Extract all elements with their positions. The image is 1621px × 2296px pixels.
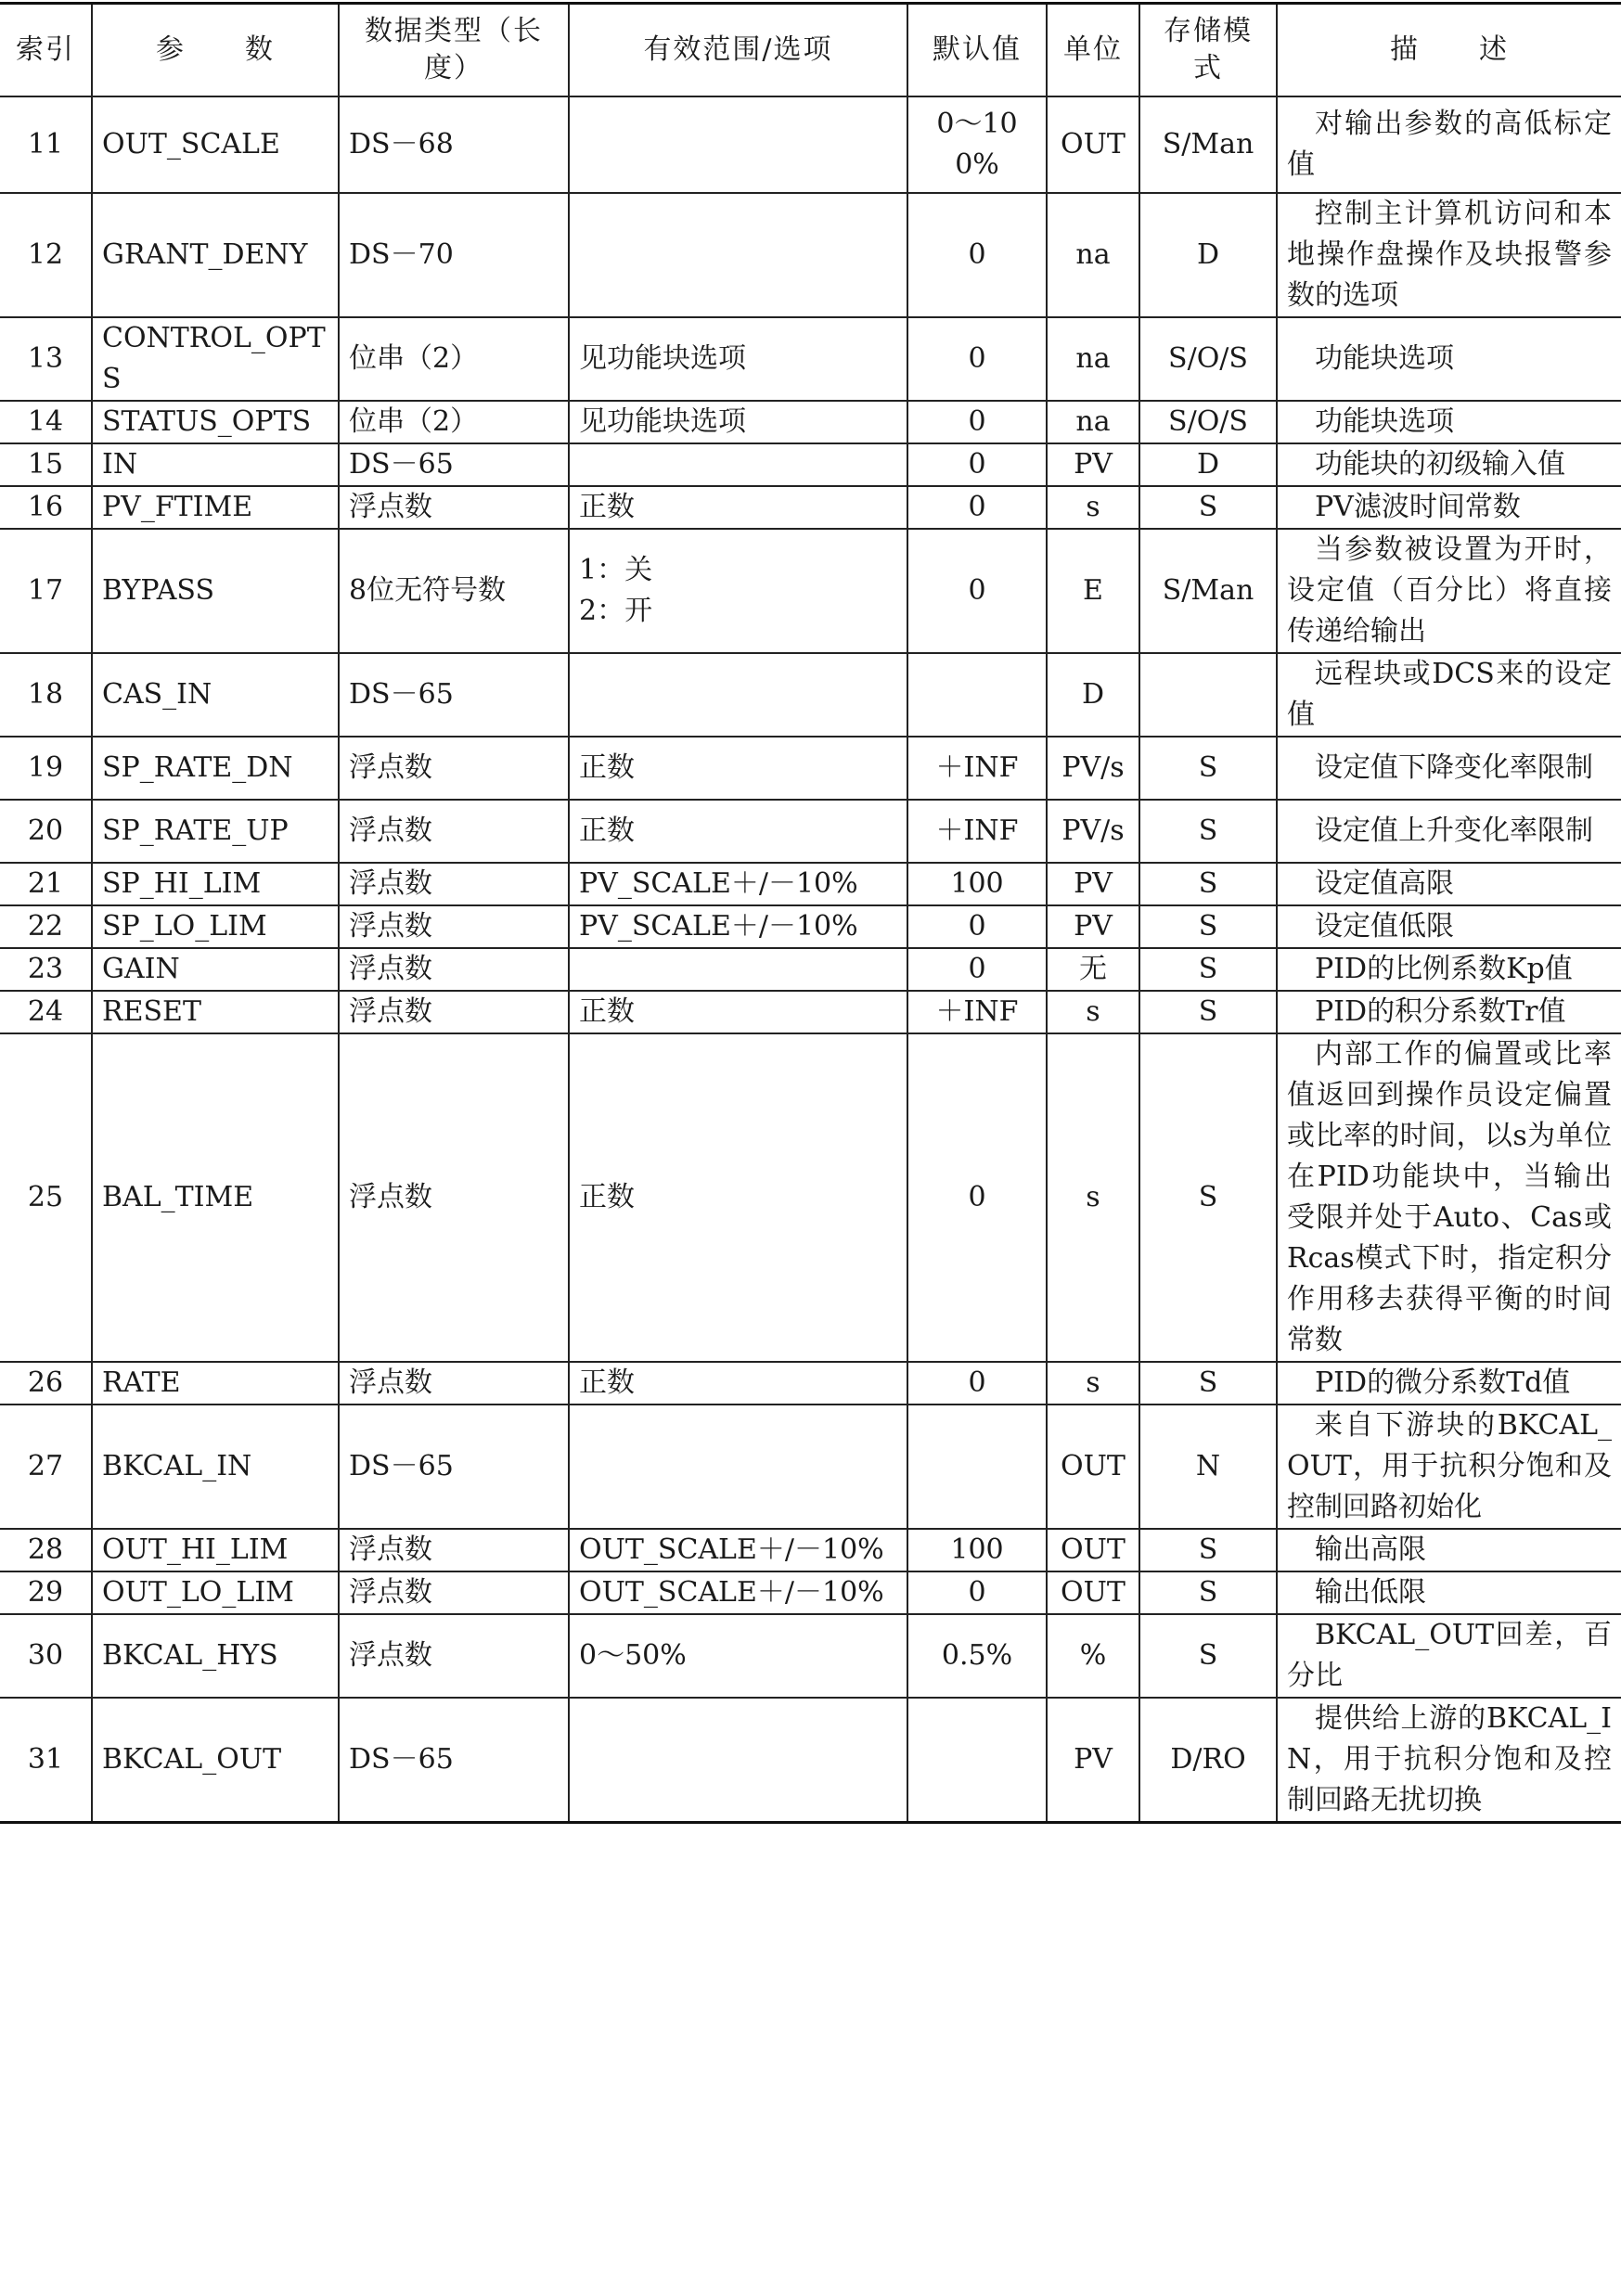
table-row — [0, 800, 1621, 863]
cell-desc: PID的积分系数Tr值 — [1277, 991, 1621, 1033]
cell-store: S — [1139, 905, 1277, 948]
cell-index: 13 — [0, 317, 92, 401]
cell-type: 浮点数 — [339, 737, 569, 800]
parameter-table — [0, 2, 1621, 1824]
cell-param: BKCAL_IN — [92, 1405, 339, 1529]
table-row — [0, 737, 1621, 800]
table-row — [0, 96, 1621, 193]
cell-desc: 输出高限 — [1277, 1529, 1621, 1571]
cell-store: S — [1139, 800, 1277, 863]
cell-range — [569, 1529, 907, 1571]
table-row — [0, 653, 1621, 737]
cell-store: N — [1139, 1405, 1277, 1529]
cell-store: S — [1139, 737, 1277, 800]
range-option: 正数 — [579, 491, 635, 523]
table-row — [0, 193, 1621, 317]
cell-type: 浮点数 — [339, 1614, 569, 1698]
header-store: 存储模式 — [1139, 4, 1277, 97]
cell-default: ＋INF — [907, 800, 1047, 863]
range-option: 正数 — [579, 815, 635, 847]
cell-unit: OUT — [1047, 96, 1139, 193]
cell-range — [569, 905, 907, 948]
cell-type: 位串（2） — [339, 317, 569, 401]
cell-index: 23 — [0, 948, 92, 991]
cell-default: 0 — [907, 1362, 1047, 1405]
cell-index: 22 — [0, 905, 92, 948]
cell-type: 浮点数 — [339, 1033, 569, 1362]
cell-desc: 功能块的初级输入值 — [1277, 443, 1621, 486]
cell-param: OUT_HI_LIM — [92, 1529, 339, 1571]
table-row — [0, 863, 1621, 905]
cell-default: 0 — [907, 443, 1047, 486]
cell-default: 0 — [907, 317, 1047, 401]
cell-range — [569, 653, 907, 737]
cell-index: 19 — [0, 737, 92, 800]
cell-unit: OUT — [1047, 1405, 1139, 1529]
cell-unit: D — [1047, 653, 1139, 737]
table-row — [0, 948, 1621, 991]
table-row — [0, 1698, 1621, 1823]
cell-index: 11 — [0, 96, 92, 193]
table-row — [0, 1614, 1621, 1698]
header-index: 索引 — [0, 4, 92, 97]
cell-param: RATE — [92, 1362, 339, 1405]
cell-default: 0 — [907, 1033, 1047, 1362]
cell-store: S/O/S — [1139, 401, 1277, 443]
header-default: 默认值 — [907, 4, 1047, 97]
range-option: 见功能块选项 — [579, 342, 746, 375]
cell-desc: 设定值下降变化率限制 — [1277, 737, 1621, 800]
cell-store: S — [1139, 1529, 1277, 1571]
cell-index: 21 — [0, 863, 92, 905]
cell-type: 浮点数 — [339, 1529, 569, 1571]
cell-unit: PV — [1047, 1698, 1139, 1823]
cell-desc: 设定值低限 — [1277, 905, 1621, 948]
cell-unit: % — [1047, 1614, 1139, 1698]
cell-index: 20 — [0, 800, 92, 863]
cell-index: 28 — [0, 1529, 92, 1571]
table-row — [0, 1571, 1621, 1614]
cell-param: CAS_IN — [92, 653, 339, 737]
cell-range — [569, 1698, 907, 1823]
cell-param: SP_HI_LIM — [92, 863, 339, 905]
table-row — [0, 401, 1621, 443]
cell-range — [569, 863, 907, 905]
cell-index: 15 — [0, 443, 92, 486]
cell-default: 0 — [907, 193, 1047, 317]
cell-store: S — [1139, 1614, 1277, 1698]
cell-unit: E — [1047, 529, 1139, 653]
header-type: 数据类型（长度） — [339, 4, 569, 97]
range-option: 2：开 — [579, 595, 653, 627]
cell-param: OUT_SCALE — [92, 96, 339, 193]
cell-param: BKCAL_HYS — [92, 1614, 339, 1698]
cell-range — [569, 401, 907, 443]
cell-default: ＋INF — [907, 991, 1047, 1033]
cell-param: SP_RATE_DN — [92, 737, 339, 800]
table-row — [0, 529, 1621, 653]
cell-type: 浮点数 — [339, 800, 569, 863]
cell-desc: 远程块或DCS来的设定值 — [1277, 653, 1621, 737]
cell-type: 浮点数 — [339, 991, 569, 1033]
cell-desc: PID的微分系数Td值 — [1277, 1362, 1621, 1405]
cell-desc: 控制主计算机访问和本地操作盘操作及块报警参数的选项 — [1277, 193, 1621, 317]
cell-range — [569, 991, 907, 1033]
cell-desc: PID的比例系数Kp值 — [1277, 948, 1621, 991]
cell-store: S — [1139, 1033, 1277, 1362]
cell-store: S — [1139, 863, 1277, 905]
cell-unit: PV/s — [1047, 800, 1139, 863]
header-desc: 描 述 — [1277, 4, 1621, 97]
cell-param: BKCAL_OUT — [92, 1698, 339, 1823]
cell-desc: 来自下游块的BKCAL_OUT，用于抗积分饱和及控制回路初始化 — [1277, 1405, 1621, 1529]
cell-store: S — [1139, 486, 1277, 529]
cell-default: 0 — [907, 948, 1047, 991]
cell-unit: s — [1047, 486, 1139, 529]
cell-store: S — [1139, 991, 1277, 1033]
cell-unit: 无 — [1047, 948, 1139, 991]
cell-param: BYPASS — [92, 529, 339, 653]
cell-range — [569, 529, 907, 653]
cell-unit: OUT — [1047, 1529, 1139, 1571]
cell-type: 浮点数 — [339, 948, 569, 991]
cell-default: 0～100% — [907, 96, 1047, 193]
cell-default: 0.5% — [907, 1614, 1047, 1698]
cell-default: 0 — [907, 529, 1047, 653]
cell-unit: s — [1047, 991, 1139, 1033]
table-row — [0, 905, 1621, 948]
cell-store: D — [1139, 193, 1277, 317]
cell-default — [907, 1698, 1047, 1823]
cell-unit: PV — [1047, 863, 1139, 905]
cell-default: 100 — [907, 863, 1047, 905]
header-row — [0, 4, 1621, 97]
cell-param: OUT_LO_LIM — [92, 1571, 339, 1614]
cell-store: S/Man — [1139, 529, 1277, 653]
cell-unit: s — [1047, 1033, 1139, 1362]
cell-default — [907, 1405, 1047, 1529]
cell-range — [569, 737, 907, 800]
cell-desc: 对输出参数的高低标定值 — [1277, 96, 1621, 193]
range-option: 正数 — [579, 751, 635, 784]
table-row — [0, 486, 1621, 529]
cell-param: GRANT_DENY — [92, 193, 339, 317]
cell-range — [569, 948, 907, 991]
table-row — [0, 443, 1621, 486]
cell-range — [569, 1614, 907, 1698]
cell-range — [569, 1362, 907, 1405]
cell-default: 0 — [907, 401, 1047, 443]
cell-store: S — [1139, 1362, 1277, 1405]
cell-unit: PV — [1047, 905, 1139, 948]
cell-store: S/O/S — [1139, 317, 1277, 401]
cell-unit: na — [1047, 401, 1139, 443]
cell-param: GAIN — [92, 948, 339, 991]
range-option: 见功能块选项 — [579, 405, 746, 438]
cell-store: S — [1139, 1571, 1277, 1614]
table-row — [0, 1529, 1621, 1571]
cell-index: 29 — [0, 1571, 92, 1614]
cell-param: PV_FTIME — [92, 486, 339, 529]
cell-type: 浮点数 — [339, 1362, 569, 1405]
cell-param: IN — [92, 443, 339, 486]
cell-range — [569, 443, 907, 486]
cell-range — [569, 1571, 907, 1614]
range-option: 正数 — [579, 1181, 635, 1213]
cell-store: D/RO — [1139, 1698, 1277, 1823]
cell-range — [569, 800, 907, 863]
cell-type: DS－68 — [339, 96, 569, 193]
cell-unit: PV/s — [1047, 737, 1139, 800]
cell-type: 浮点数 — [339, 1571, 569, 1614]
table-row — [0, 1033, 1621, 1362]
cell-range — [569, 193, 907, 317]
range-option: 正数 — [579, 995, 635, 1028]
cell-unit: s — [1047, 1362, 1139, 1405]
cell-index: 18 — [0, 653, 92, 737]
cell-default: 0 — [907, 486, 1047, 529]
cell-default: 0 — [907, 1571, 1047, 1614]
cell-default: 100 — [907, 1529, 1047, 1571]
cell-desc: 当参数被设置为开时，设定值（百分比）将直接传递给输出 — [1277, 529, 1621, 653]
range-option: OUT_SCALE＋/－10% — [579, 1533, 884, 1566]
cell-index: 26 — [0, 1362, 92, 1405]
cell-unit: PV — [1047, 443, 1139, 486]
header-unit: 单位 — [1047, 4, 1139, 97]
cell-index: 25 — [0, 1033, 92, 1362]
table-row — [0, 1405, 1621, 1529]
cell-type: 浮点数 — [339, 486, 569, 529]
range-option: PV_SCALE＋/－10% — [579, 867, 858, 900]
cell-desc: 内部工作的偏置或比率值返回到操作员设定偏置或比率的时间，以s为单位在PID功能块中，当输出受限并处于Auto、Cas或Rcas模式下时，指定积分作用移去获得平衡的时间常数 — [1277, 1033, 1621, 1362]
cell-index: 27 — [0, 1405, 92, 1529]
cell-desc: 设定值高限 — [1277, 863, 1621, 905]
range-option: OUT_SCALE＋/－10% — [579, 1576, 884, 1609]
range-option: 正数 — [579, 1366, 635, 1399]
cell-param: BAL_TIME — [92, 1033, 339, 1362]
table-row — [0, 1362, 1621, 1405]
cell-desc: BKCAL_OUT回差，百分比 — [1277, 1614, 1621, 1698]
cell-store: D — [1139, 443, 1277, 486]
cell-param: STATUS_OPTS — [92, 401, 339, 443]
cell-range — [569, 486, 907, 529]
cell-index: 30 — [0, 1614, 92, 1698]
cell-index: 12 — [0, 193, 92, 317]
cell-param: SP_RATE_UP — [92, 800, 339, 863]
cell-desc: 设定值上升变化率限制 — [1277, 800, 1621, 863]
cell-type: 浮点数 — [339, 863, 569, 905]
cell-index: 24 — [0, 991, 92, 1033]
cell-unit: OUT — [1047, 1571, 1139, 1614]
cell-desc: 功能块选项 — [1277, 401, 1621, 443]
cell-desc: 输出低限 — [1277, 1571, 1621, 1614]
header-range: 有效范围/选项 — [569, 4, 907, 97]
cell-default: 0 — [907, 905, 1047, 948]
cell-type: DS－65 — [339, 443, 569, 486]
range-option: PV_SCALE＋/－10% — [579, 910, 858, 943]
cell-store: S/Man — [1139, 96, 1277, 193]
header-param: 参 数 — [92, 4, 339, 97]
table-row — [0, 991, 1621, 1033]
cell-param: SP_LO_LIM — [92, 905, 339, 948]
cell-unit: na — [1047, 317, 1139, 401]
cell-type: DS－65 — [339, 1405, 569, 1529]
cell-type: 8位无符号数 — [339, 529, 569, 653]
range-option: 1：关 — [579, 554, 653, 586]
cell-index: 14 — [0, 401, 92, 443]
cell-desc: 功能块选项 — [1277, 317, 1621, 401]
cell-store — [1139, 653, 1277, 737]
table-row — [0, 317, 1621, 401]
cell-desc: 提供给上游的BKCAL_IN，用于抗积分饱和及控制回路无扰切换 — [1277, 1698, 1621, 1823]
cell-type: 浮点数 — [339, 905, 569, 948]
cell-param: CONTROL_OPTS — [92, 317, 339, 401]
cell-store: S — [1139, 948, 1277, 991]
cell-type: 位串（2） — [339, 401, 569, 443]
cell-index: 31 — [0, 1698, 92, 1823]
cell-range — [569, 96, 907, 193]
range-option: 0～50% — [579, 1639, 687, 1672]
cell-default — [907, 653, 1047, 737]
cell-type: DS－65 — [339, 1698, 569, 1823]
cell-range — [569, 317, 907, 401]
cell-type: DS－70 — [339, 193, 569, 317]
cell-range — [569, 1405, 907, 1529]
cell-range — [569, 1033, 907, 1362]
cell-index: 16 — [0, 486, 92, 529]
cell-index: 17 — [0, 529, 92, 653]
cell-unit: na — [1047, 193, 1139, 317]
cell-default: ＋INF — [907, 737, 1047, 800]
cell-param: RESET — [92, 991, 339, 1033]
cell-type: DS－65 — [339, 653, 569, 737]
cell-desc: PV滤波时间常数 — [1277, 486, 1621, 529]
table-body — [0, 96, 1621, 1823]
